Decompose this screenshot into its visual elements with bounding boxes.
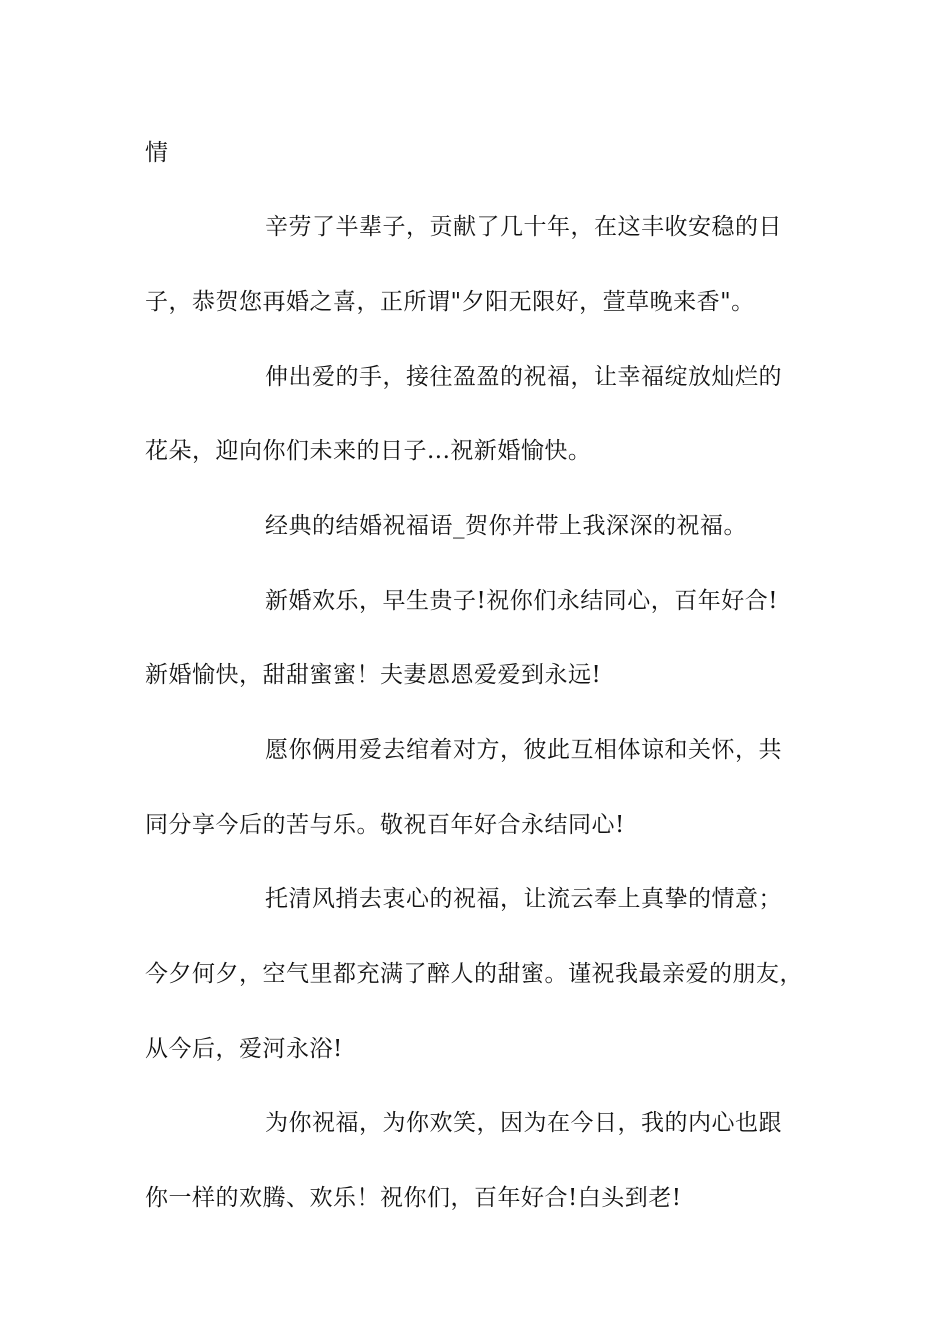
text-line-2: 辛劳了半辈子，贡献了几十年，在这丰收安稳的日 xyxy=(265,214,782,240)
text-line-8: 新婚愉快，甜甜蜜蜜！夫妻恩恩爱爱到永远! xyxy=(145,662,602,688)
text-line-7: 新婚欢乐，早生贵子!祝你们永结同心，百年好合! xyxy=(265,588,778,614)
text-line-6: 经典的结婚祝福语_贺你并带上我深深的祝福。 xyxy=(265,513,747,539)
text-line-12: 今夕何夕，空气里都充满了醉人的甜蜜。谨祝我最亲爱的朋友， xyxy=(145,961,803,987)
text-line-10: 同分享今后的苦与乐。敬祝百年好合永结同心! xyxy=(145,812,625,838)
text-line-9: 愿你俩用爱去绾着对方，彼此互相体谅和关怀，共 xyxy=(265,737,782,763)
text-line-1: 情 xyxy=(145,140,169,166)
text-line-14: 为你祝福，为你欢笑，因为在今日，我的内心也跟 xyxy=(265,1110,782,1136)
text-line-3: 子，恭贺您再婚之喜，正所谓"夕阳无限好，萱草晚来香"。 xyxy=(145,289,755,315)
text-line-15: 你一样的欢腾、欢乐！祝你们，百年好合!白头到老! xyxy=(145,1185,682,1211)
text-line-5: 花朵，迎向你们未来的日子...祝新婚愉快。 xyxy=(145,438,592,464)
text-line-11: 托清风捎去衷心的祝福，让流云奉上真挚的情意； xyxy=(265,886,782,912)
text-line-13: 从今后，爱河永浴! xyxy=(145,1036,343,1062)
text-line-4: 伸出爱的手，接往盈盈的祝福，让幸福绽放灿烂的 xyxy=(265,364,782,390)
